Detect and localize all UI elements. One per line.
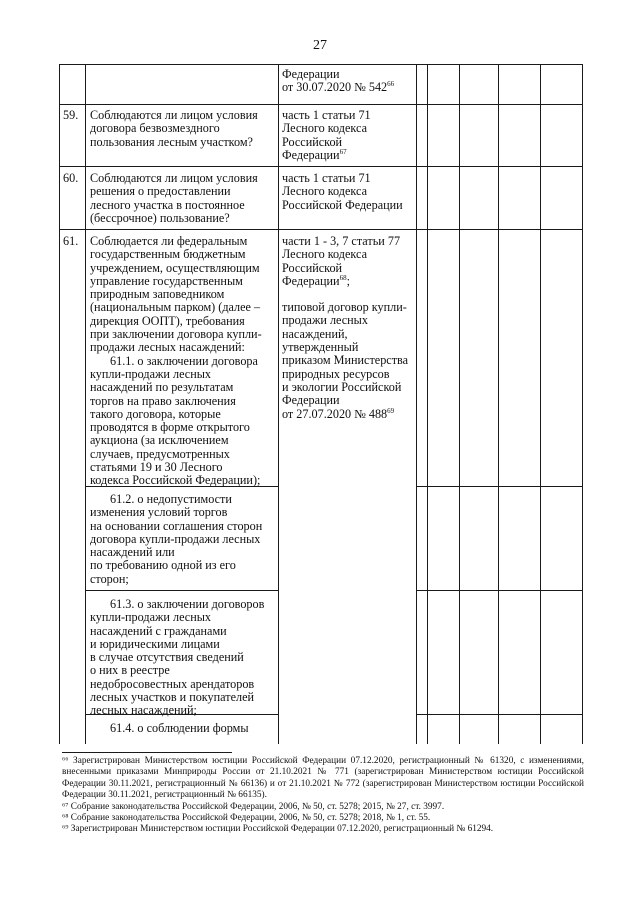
footnote-separator — [62, 752, 232, 753]
row-60-question: Соблюдаются ли лицом условия решения о предоставлении лесного участка в постоянное (бессрочное) пользование? — [90, 171, 258, 225]
row-prev-legal — [282, 68, 414, 95]
page-number: 27 — [313, 38, 327, 53]
row-61-2: 61.2. о недопустимости изменения условий торгов на основании соглашения сторон договора купли-продажи лесных насаждений или по требованию одной из его сторон; — [90, 492, 263, 586]
footnote-ref: 69 — [387, 406, 395, 415]
row-60-legal: часть 1 статьи 71 Лесного кодекса Российской Федерации — [282, 171, 403, 212]
footnote-66: ⁶⁶ Зарегистрирован Министерством юстиции Российской Федерации 07.12.2020, регистрационный № 61320, с изменениями, внесенными приказами Минприроды России от 21.10.2021 № 771 (зарегистрирован Министерством юстиции Российской Федерации 30.11.2021, регистрационный № 66136) и от 21.10.2021 № 772 (зарегистрирован Министерством юстиции Российской Федерации 30.11.2021, регистрационный № 66135). — [62, 756, 584, 801]
row-number: 59. — [63, 108, 79, 122]
footnote-68: ⁶⁸ Собрание законодательства Российской Федерации, 2006, № 50, ст. 5278; 2018, № 1, ст. 55. — [62, 813, 431, 824]
legal-line: от 30.07.2020 № 542 — [282, 80, 388, 95]
footnote-69: ⁶⁹ Зарегистрирован Министерством юстиции Российской Федерации 07.12.2020, регистрационный № 61294. — [62, 824, 494, 835]
footnotes — [62, 756, 584, 836]
row-59-legal: часть 1 статьи 71 Лесного кодекса Российской Федерации$^{67}$ — [282, 108, 371, 162]
row-61-question: Соблюдается ли федеральным государственным бюджетным учреждением, осуществляющим управление государственным природным заповедником (национальным парком) (далее – дирекция ООПТ), требования при заключении договора купли- продажи лесных насаждений: 61.1. о заключении договора купли-продажи лесных насаждений по результатам торгов на право заключения такого договора, которые проводятся в форме открытого аукциона (за исключением случаев, предусмотренных статьями 19 и 30 Лесного кодекса Российской Федерации); — [90, 234, 262, 488]
row-61-4: 61.4. о соблюдении формы — [110, 721, 249, 735]
footnote-ref: 67 — [339, 147, 347, 156]
row-59-question: Соблюдаются ли лицом условия договора безвозмездного пользования лесным участком? — [90, 108, 258, 149]
legal-line: Федерации — [282, 67, 340, 81]
row-number: 60. — [63, 171, 79, 185]
row-61-legal: части 1 - 3, 7 статьи 77 Лесного кодекса Российской Федерации$^{68}$; типовой договор купли- продажи лесных насаждений, утвержденный приказом Министерства природных ресурсов и экологии Российской Федерации от 27.07.2020 № $488^{69}$ — [282, 234, 409, 421]
row-number: 61. — [63, 234, 79, 248]
row-61-3: 61.3. о заключении договоров купли-продажи лесных насаждений с гражданами и юридическими лицами в случае отсутствия сведений о них в реестре недобросовестных арендаторов лесных участков и покупателей лесных насаждений; — [90, 597, 265, 718]
footnote-67: ⁶⁷ Собрание законодательства Российской Федерации, 2006, № 50, ст. 5278; 2015, № 27, ст. 3997. — [62, 801, 445, 812]
footnote-ref: 68 — [339, 273, 347, 282]
footnote-ref: 66 — [387, 80, 395, 89]
